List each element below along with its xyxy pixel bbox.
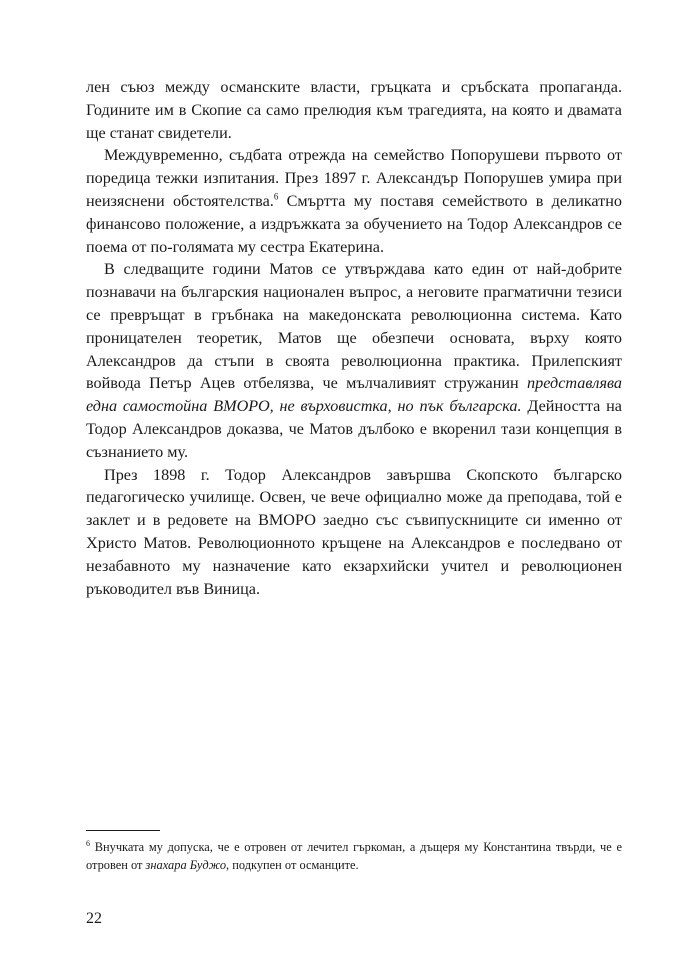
paragraph-3-text-start: В следващите години Матов се утвърждава като един от най-добрите познавачи на българския национален въпрос, а неговите прагматични тезиси се превръщат в гръбнака на македонската революционна система. Като проницателен теоретик, Матов ще обезпечи основата, върху която Александров да стъпи в своята революционна практика. Прилепският войвода Петър Ацев отбелязва, че мълчаливият стружанин	[86, 260, 622, 393]
paragraph-1-text: лен съюз между османските власти, гръцката и сръбската пропаганда. Годините им в Скопие са само прелюдия към трагедията, на която и двамата ще станат свидетели.	[86, 78, 622, 142]
main-text	[86, 76, 622, 600]
footnote-marker: 6	[86, 838, 90, 848]
paragraph-2-text-start: Междувременно, съдбата отрежда на семейство Попорушеви първото от поредица тежки изпитания. През 1897 г. Александър Попорушев умира при неизяснени обстоятелства.	[86, 146, 622, 210]
paragraph-4-text: През 1898 г. Тодор Александров завършва Скопското българско педагогическо училище. Освен, че вече официално може да преподава, той е заклет и в редовете на ВМОРО заедно със съвипускниците си именно от Христо Матов. Революционното кръщене на Александров е последвано от незабавното му назначение като екзархийски учител и революционен ръководител във Виница.	[86, 465, 622, 598]
paragraph-3-text-end: Дейността на Тодор Александров доказва, че Матов дълбоко е вкоренил тази концепция в съзнанието му.	[86, 397, 622, 461]
paragraph-2	[86, 144, 622, 258]
paragraph-1	[86, 76, 622, 144]
paragraph-4	[86, 464, 622, 601]
paragraph-3	[86, 258, 622, 463]
paragraph-3-quote: представлява една самостойна ВМОРО, не върховистка, но пък българска.	[86, 374, 622, 416]
footnote-text-start: Внучката му допуска, че е отровен от лечител гъркоман, а дъщеря му Константина твърди, че е отровен от	[86, 840, 622, 872]
page-number: 22	[86, 910, 102, 927]
footnote-divider	[86, 830, 160, 831]
paragraph-2-text-end: Смъртта му поставя семейството в деликатно финансово положение, а издръжката за обучението на Тодор Александров се поема от по-голямата му сестра Екатерина.	[86, 191, 622, 256]
footnote-reference[interactable]: 6	[273, 191, 279, 202]
footnote-paragraph	[86, 839, 622, 874]
footnote	[86, 839, 622, 874]
footnote-italic-name: знахара Буджо	[145, 857, 227, 872]
footnote-text-end: , подкупен от османците.	[226, 857, 359, 872]
